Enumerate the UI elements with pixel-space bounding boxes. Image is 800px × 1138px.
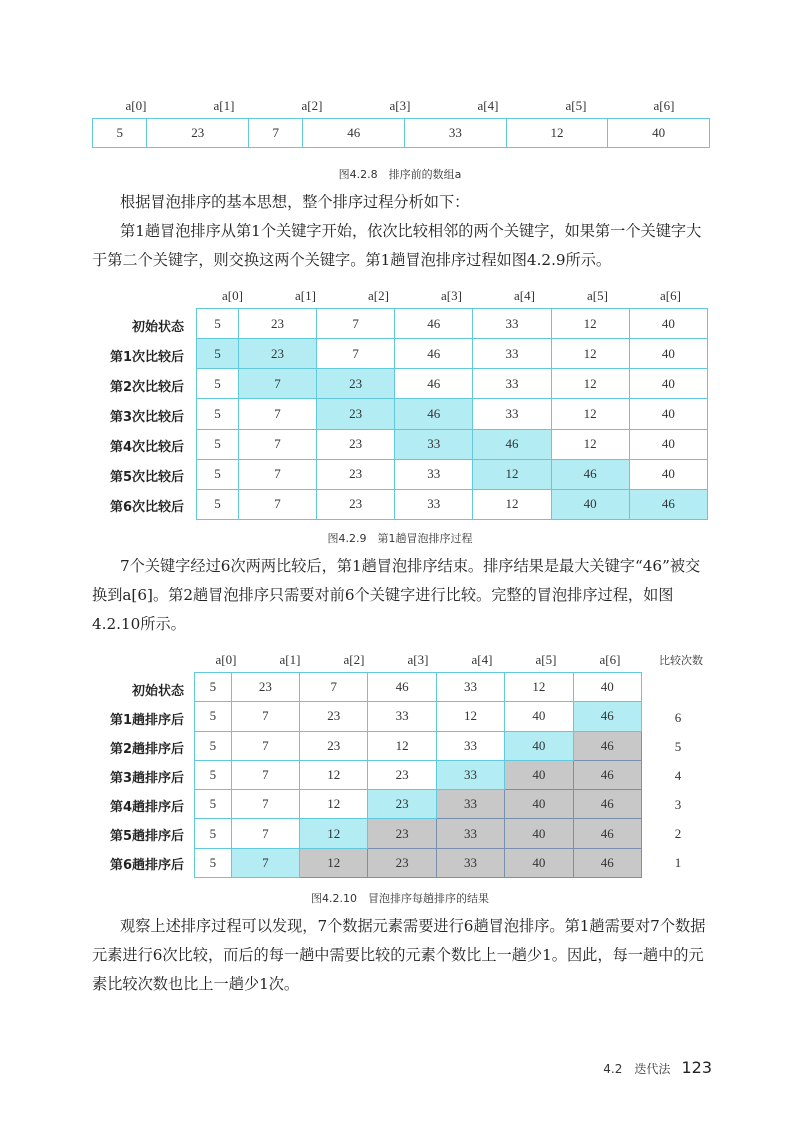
fig2-cell: 7 [238, 489, 316, 519]
fig2-cell: 5 [197, 459, 239, 489]
fig3-header-2: a[2] [343, 652, 365, 667]
fig2-cell: 7 [238, 429, 316, 459]
fig3-row-label: 第5趟排序后 [109, 829, 184, 844]
fig3-row-label: 初始状态 [131, 684, 184, 699]
fig2-cell: 33 [395, 459, 473, 489]
fig3-row [195, 673, 642, 702]
fig3-cell-sorted: 33 [436, 848, 504, 877]
fig1-cell: 5 [93, 119, 147, 148]
fig3-cell-sorted: 46 [573, 819, 641, 848]
fig3-cell: 33 [368, 702, 436, 731]
fig2-pass-table [196, 308, 708, 520]
fig3-cell: 5 [195, 760, 232, 789]
fig2-cell: 7 [317, 339, 395, 369]
fig3-cell: 5 [195, 702, 232, 731]
fig2-cell: 5 [197, 369, 239, 399]
fig3-row-label: 第4趟排序后 [109, 800, 184, 815]
fig2-cell-compared: 5 [197, 339, 239, 369]
fig3-row [195, 790, 642, 819]
paragraph-1: 根据冒泡排序的基本思想，整个排序过程分析如下： [120, 193, 470, 211]
fig2-header-1: a[1] [295, 288, 316, 303]
fig1-cell: 7 [249, 119, 303, 148]
fig2-header-5: a[5] [587, 288, 608, 303]
fig3-row [195, 731, 642, 760]
fig1-caption: 图4.2.8 排序前的数组a [338, 168, 462, 181]
fig3-cell-sorted: 40 [505, 790, 573, 819]
fig2-cell: 40 [629, 429, 707, 459]
fig2-row-label: 第1次比较后 [109, 350, 184, 365]
fig3-cell-new-sorted: 46 [573, 702, 641, 731]
fig3-row [195, 819, 642, 848]
fig2-row [197, 309, 708, 339]
fig1-cell: 23 [147, 119, 249, 148]
fig3-cell-sorted: 33 [436, 790, 504, 819]
fig3-cell: 46 [368, 673, 436, 702]
fig2-cell: 12 [473, 489, 551, 519]
fig3-header-0: a[0] [215, 652, 237, 667]
page-footer [603, 1058, 712, 1077]
fig2-cell-compared: 46 [473, 429, 551, 459]
fig2-cell: 5 [197, 489, 239, 519]
fig3-cell-sorted: 46 [573, 848, 641, 877]
fig2-header-4: a[4] [514, 288, 535, 303]
fig2-header-0: a[0] [222, 288, 243, 303]
fig2-row [197, 339, 708, 369]
fig2-cell-compared: 23 [317, 369, 395, 399]
fig1-cell: 33 [405, 119, 507, 148]
fig3-count: 2 [674, 826, 682, 841]
paragraph-4: 观察上述排序过程可以发现，7个数据元素需要进行6趟冒泡排序。第1趟需要对7个数据元素进行6次比较，而后的每一趟中需要比较的元素个数比上一趟少1。因此，每一趟中的元素比较次数也比上一趟少1次。 [92, 917, 706, 993]
fig3-header-row [194, 652, 714, 668]
fig3-cell-new-sorted: 12 [300, 819, 368, 848]
fig3-count: 6 [674, 710, 682, 725]
fig3-count: 4 [674, 768, 682, 783]
fig3-cell: 33 [436, 731, 504, 760]
fig2-cell-compared: 23 [317, 399, 395, 429]
fig2-cell: 33 [473, 309, 551, 339]
fig3-row-label: 第3趟排序后 [109, 771, 184, 786]
fig2-cell-compared: 40 [551, 489, 629, 519]
fig2-cell: 23 [317, 429, 395, 459]
fig2-cell: 33 [473, 399, 551, 429]
fig3-cell-sorted: 23 [368, 819, 436, 848]
fig3-cell-new-sorted: 7 [231, 848, 299, 877]
fig2-cell: 23 [317, 489, 395, 519]
fig3-row-label: 第1趟排序后 [109, 713, 184, 728]
fig3-cell-sorted: 40 [505, 819, 573, 848]
fig3-cell: 7 [231, 702, 299, 731]
fig3-count: 5 [674, 739, 682, 754]
fig2-cell: 7 [238, 459, 316, 489]
fig2-cell-compared: 23 [238, 339, 316, 369]
fig2-row-label: 第4次比较后 [109, 440, 184, 455]
fig2-header-3: a[3] [441, 288, 462, 303]
fig3-row-label: 第2趟排序后 [109, 742, 184, 757]
fig3-cell: 5 [195, 848, 232, 877]
fig1-header-0: a[0] [125, 98, 147, 113]
fig2-cell: 40 [629, 459, 707, 489]
fig2-cell: 23 [238, 309, 316, 339]
fig3-cell: 23 [231, 673, 299, 702]
fig1-array-table [92, 118, 710, 148]
fig3-cell-new-sorted: 40 [505, 731, 573, 760]
fig2-cell: 46 [395, 309, 473, 339]
fig3-cell: 7 [231, 731, 299, 760]
fig3-cell: 12 [300, 790, 368, 819]
fig3-cell: 23 [300, 702, 368, 731]
fig2-cell: 12 [551, 309, 629, 339]
fig3-cell: 7 [231, 819, 299, 848]
fig3-cell-new-sorted: 33 [436, 760, 504, 789]
fig3-row-label: 第6趟排序后 [109, 858, 184, 873]
fig3-cell-sorted: 40 [505, 848, 573, 877]
fig2-cell: 12 [551, 369, 629, 399]
fig3-cell: 12 [436, 702, 504, 731]
fig3-caption: 图4.2.10 冒泡排序每趟排序的结果 [311, 892, 489, 905]
fig3-cell-sorted: 46 [573, 760, 641, 789]
fig2-cell: 33 [473, 369, 551, 399]
fig2-cell: 12 [551, 399, 629, 429]
fig3-count: 3 [674, 797, 682, 812]
fig1-cell: 46 [303, 119, 405, 148]
fig2-header-row [196, 288, 708, 304]
fig2-cell: 33 [395, 489, 473, 519]
fig3-row [195, 848, 642, 877]
fig2-header-6: a[6] [660, 288, 681, 303]
fig3-cell: 40 [573, 673, 641, 702]
fig3-cell: 5 [195, 673, 232, 702]
fig2-cell: 12 [551, 339, 629, 369]
fig2-header-2: a[2] [368, 288, 389, 303]
fig3-cell: 40 [505, 702, 573, 731]
fig3-cell-sorted: 23 [368, 848, 436, 877]
fig3-cell-new-sorted: 23 [368, 790, 436, 819]
fig2-row [197, 459, 708, 489]
fig1-header-1: a[1] [213, 98, 235, 113]
fig1-cell: 12 [506, 119, 608, 148]
fig3-cell-sorted: 40 [505, 760, 573, 789]
fig2-row [197, 489, 708, 519]
fig2-cell-compared: 46 [395, 399, 473, 429]
fig3-header-4: a[4] [471, 652, 493, 667]
fig2-row-label: 第6次比较后 [109, 500, 184, 515]
fig3-cell: 7 [231, 760, 299, 789]
fig2-cell: 5 [197, 429, 239, 459]
fig1-row [93, 119, 710, 148]
fig2-row [197, 369, 708, 399]
fig2-cell: 5 [197, 309, 239, 339]
fig3-cell-sorted: 46 [573, 790, 641, 819]
paragraph-2: 第1趟冒泡排序从第1个关键字开始，依次比较相邻的两个关键字，如果第一个关键字大于第二个关键字，则交换这两个关键字。第1趟冒泡排序过程如图4.2.9所示。 [92, 222, 702, 269]
fig2-cell-compared: 33 [395, 429, 473, 459]
fig2-row [197, 429, 708, 459]
fig2-cell: 23 [317, 459, 395, 489]
fig2-row-label: 第2次比较后 [109, 380, 184, 395]
fig3-header-5: a[5] [535, 652, 557, 667]
fig2-cell: 7 [317, 309, 395, 339]
fig2-cell: 40 [629, 369, 707, 399]
fig3-cell: 7 [231, 790, 299, 819]
fig3-cell: 5 [195, 731, 232, 760]
fig3-cell: 5 [195, 790, 232, 819]
fig3-cell: 5 [195, 819, 232, 848]
fig3-cell: 7 [300, 673, 368, 702]
fig3-cell: 33 [436, 673, 504, 702]
fig1-header-row [92, 98, 710, 114]
fig2-row-label: 初始状态 [131, 320, 184, 335]
fig2-row [197, 399, 708, 429]
fig2-caption: 图4.2.9 第1趟冒泡排序过程 [327, 532, 473, 545]
fig3-row [195, 702, 642, 731]
fig2-cell-compared: 46 [551, 459, 629, 489]
fig2-row-label: 第5次比较后 [109, 470, 184, 485]
fig3-cell-sorted: 46 [573, 731, 641, 760]
fig1-header-5: a[5] [565, 98, 587, 113]
fig3-cell-sorted: 12 [300, 848, 368, 877]
fig2-cell: 46 [395, 339, 473, 369]
fig2-cell: 7 [238, 399, 316, 429]
fig3-header-1: a[1] [279, 652, 301, 667]
fig2-cell: 46 [395, 369, 473, 399]
fig3-header-3: a[3] [407, 652, 429, 667]
fig3-cell: 23 [368, 760, 436, 789]
fig3-cell: 23 [300, 731, 368, 760]
fig1-header-4: a[4] [477, 98, 499, 113]
fig3-row [195, 760, 642, 789]
fig3-cell-sorted: 33 [436, 819, 504, 848]
fig2-row-label: 第3次比较后 [109, 410, 184, 425]
fig3-result-table [194, 672, 642, 878]
fig3-cell: 12 [300, 760, 368, 789]
fig2-cell: 40 [629, 399, 707, 429]
fig2-cell: 12 [551, 429, 629, 459]
fig1-header-6: a[6] [653, 98, 675, 113]
fig2-cell: 5 [197, 399, 239, 429]
paragraph-3: 7个关键字经过6次两两比较后，第1趟冒泡排序结束。排序结果是最大关键字“46”被交换到a[6]。第2趟冒泡排序只需要对前6个关键字进行比较。完整的冒泡排序过程，如图4.2.10所示。 [92, 557, 701, 633]
page-number: 123 [681, 1058, 712, 1077]
fig2-cell: 40 [629, 309, 707, 339]
fig3-cell: 12 [505, 673, 573, 702]
fig3-header-6: a[6] [599, 652, 621, 667]
fig2-cell-compared: 46 [629, 489, 707, 519]
fig2-cell: 33 [473, 339, 551, 369]
fig1-header-3: a[3] [389, 98, 411, 113]
fig1-header-2: a[2] [301, 98, 323, 113]
fig3-count: 1 [674, 855, 682, 870]
fig2-cell: 40 [629, 339, 707, 369]
fig2-cell-compared: 7 [238, 369, 316, 399]
fig1-cell: 40 [608, 119, 710, 148]
fig2-cell-compared: 12 [473, 459, 551, 489]
fig3-count-header: 比较次数 [659, 654, 703, 667]
section-label: 4.2 迭代法 [603, 1062, 671, 1076]
fig3-cell: 12 [368, 731, 436, 760]
